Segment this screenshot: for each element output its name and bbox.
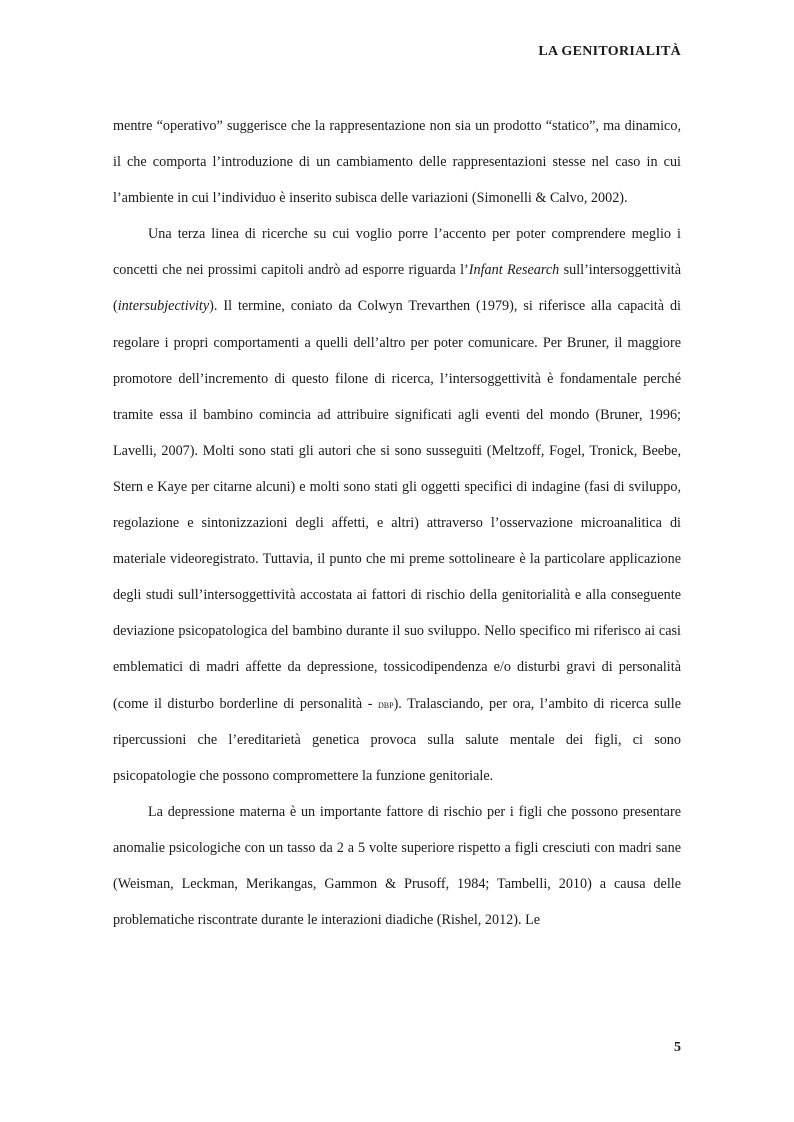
paragraph-3: La depressione materna è un importante fattore di rischio per i figli che possono presentare anomalie psicologiche con un tasso da 2 a 5 volte superiore rispetto a figli cresciuti con madri sane (Weisman, Leckman, Merikangas, Gammon & Prusoff, 1984; Tambelli, 2010) a causa delle problematiche riscontrate durante le interazioni diadiche (Rishel, 2012). Le xyxy=(113,803,681,929)
page-number: 5 xyxy=(674,1040,681,1055)
p2-text-a: Una terza linea di ricerche su cui voglio porre l’accento per poter comprendere meglio i concetti che nei prossimi capitoli andrò ad esporre riguarda l’ xyxy=(113,226,681,279)
dbp-abbreviation: dbp xyxy=(378,696,394,711)
paragraph-2 xyxy=(113,216,681,794)
p2-text-e: ). Il termine, coniato da Colwyn Trevarthen (1979), si riferisce alla capacità di regolare i propri comportamenti a quelli dell’altro per poter comunicare. Per Bruner, il maggiore promotore dell’incremento di questo filone di ricerca, l’intersoggettività è fondamentale perché tramite essa il bambino comincia ad attribuire significati agli eventi del mondo (Bruner, 1996; Lavelli, 2007). Molti sono stati gli autori che si sono susseguiti (Meltzoff, Fogel, Tronick, Beebe, Stern e Kaye per citarne alcuni) e molti sono stati gli oggetti specifici di indagine (fasi di sviluppo, regolazione e sintonizzazioni degli affetti, e altri) attraverso l’osservazione microanalitica di materiale videoregistrato. Tuttavia, il punto che mi preme sottolineare è la particolare applicazione degli studi sull’intersoggettività accostata ai fattori di rischio della genitorialità e alla conseguente deviazione psicopatologica del bambino durante il suo sviluppo. Nello specifico mi riferisco ai casi emblematici di madri affette da depressione, tossicodipendenza e/o disturbi gravi di personalità (come il disturbo borderline di personalità - xyxy=(113,298,681,712)
paragraph-1: mentre “operativo” suggerisce che la rappresentazione non sia un prodotto “statico”, ma dinamico, il che comporta l’introduzione di un cambiamento delle rappresentazioni stesse nel caso in cui l’ambiente in cui l’individuo è inserito subisca delle variazioni (Simonelli & Calvo, 2002). xyxy=(113,118,681,207)
infant-research-term: Infant Research xyxy=(468,262,560,279)
p2-text-g: ). Tralasciando, per ora, l’ambito di ricerca sulle ripercussioni che l’ereditarietà genetica provoca sulla salute mentale dei figli, ci sono psicopatologie che possono compromettere la funzione genitoriale. xyxy=(113,695,681,784)
p2-text-c: sull’intersoggettività ( xyxy=(113,262,682,315)
intersubjectivity-term: intersubjectivity xyxy=(117,298,210,315)
running-header: LA GENITORIALITÀ xyxy=(538,44,681,59)
body-text xyxy=(113,108,681,938)
